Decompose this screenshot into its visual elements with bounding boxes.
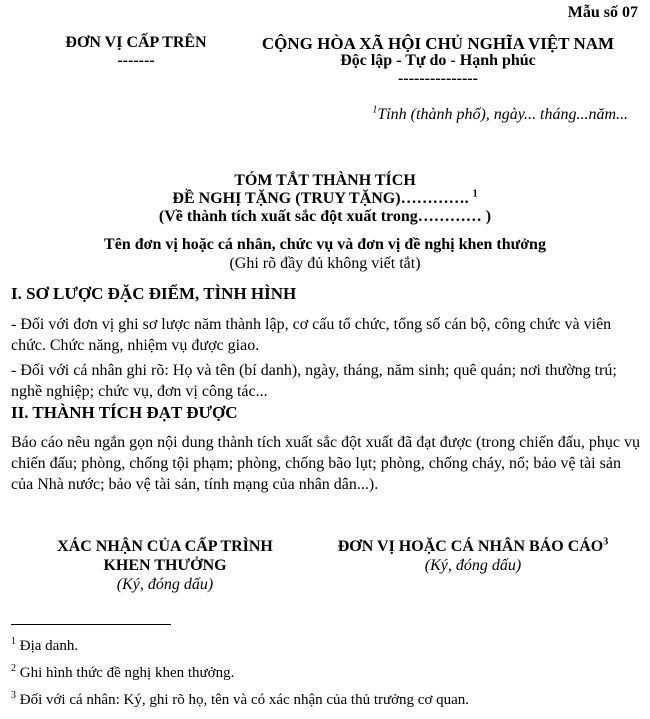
signature-right-note: (Ký, đóng dấu): [424, 557, 522, 574]
issuing-agency: ĐƠN VỊ CẤP TRÊN: [65, 34, 207, 51]
footnote-text: Đối với cá nhân: Ký, ghi rõ họ, tên và có xác nhận của thủ trưởng cơ quan.: [19, 692, 470, 708]
document-subtitle: [0, 190, 650, 208]
section1-paragraph: - Đối với cá nhân ghi rõ: Họ và tên (bí danh), ngày, tháng, năm sinh; quê quán; nơi thường trú; nghề nghiệp; chức vụ, đơn vị công tác...: [11, 362, 617, 400]
footnote-ref: 3: [603, 536, 609, 548]
section1-heading: I. SƠ LƯỢC ĐẶC ĐIỂM, TÌNH HÌNH: [11, 284, 297, 303]
place-date-text: Tỉnh (thành phố), ngày... tháng...năm...: [377, 106, 628, 123]
nominee-note: (Ghi rõ đầy đủ không viết tắt): [229, 255, 421, 272]
footnote-number: 2: [11, 663, 16, 674]
subtitle-text: ĐỀ NGHỊ TẶNG (TRUY TẶNG)………….: [172, 190, 469, 207]
footnote: [11, 692, 469, 709]
signature-left-title-2: KHEN THƯỞNG: [103, 557, 227, 574]
footnote-ref: 1: [472, 188, 478, 200]
document-title: TÓM TẮT THÀNH TÍCH: [234, 172, 416, 189]
section2-heading: II. THÀNH TÍCH ĐẠT ĐƯỢC: [11, 403, 238, 422]
signature-right-title: [318, 537, 628, 556]
footnote-separator: [11, 624, 171, 625]
signature-left-title: XÁC NHẬN CỦA CẤP TRÌNH: [57, 538, 273, 555]
section1-paragraph: - Đối với đơn vị ghi sơ lược năm thành lập, cơ cấu tổ chức, tổng số cán bộ, công chức và viên chức. Chức năng, nhiệm vụ được giao.: [11, 316, 612, 354]
signature-block-left: [40, 537, 290, 594]
footnote: [11, 665, 234, 682]
footnote-ref: 1: [372, 104, 378, 116]
signature-block-right: [318, 537, 628, 575]
motto-divider: ---------------: [398, 70, 478, 87]
place-date-line: [372, 106, 628, 124]
issuer-divider: -------: [117, 52, 155, 69]
national-motto: Độc lập - Tự do - Hạnh phúc: [340, 52, 536, 69]
achievement-scope: (Về thành tích xuất sắc đột xuất trong………… ): [158, 208, 492, 225]
country-name: CỘNG HÒA XÃ HỘI CHỦ NGHĨA VIỆT NAM: [261, 34, 615, 53]
signature-left-note: (Ký, đóng dấu): [116, 576, 214, 593]
section2-paragraph: Báo cáo nêu ngắn gọn nội dung thành tích xuất sắc đột xuất đã đạt được (trong chiến đấu, phục vụ chiến đấu; phòng, chống tội phạm; phòng, chống bão lụt; phòng, chống cháy, nổ; bảo vệ tài sản của Nhà nước; bảo vệ tài sản, tính mạng của nhân dân...).: [11, 434, 640, 493]
signature-right-title-text: ĐƠN VỊ HOẶC CÁ NHÂN BÁO CÁO: [337, 538, 604, 555]
nominee-heading: Tên đơn vị hoặc cá nhân, chức vụ và đơn vị đề nghị khen thưởng: [104, 236, 546, 253]
form-number: Mẫu số 07: [567, 4, 638, 21]
footnote-number: 3: [11, 690, 16, 701]
footnote-number: 1: [11, 636, 16, 647]
footnote: [11, 638, 78, 655]
footnote-text: Ghi hình thức đề nghị khen thưởng.: [19, 665, 235, 681]
footnote-text: Địa danh.: [19, 638, 79, 654]
